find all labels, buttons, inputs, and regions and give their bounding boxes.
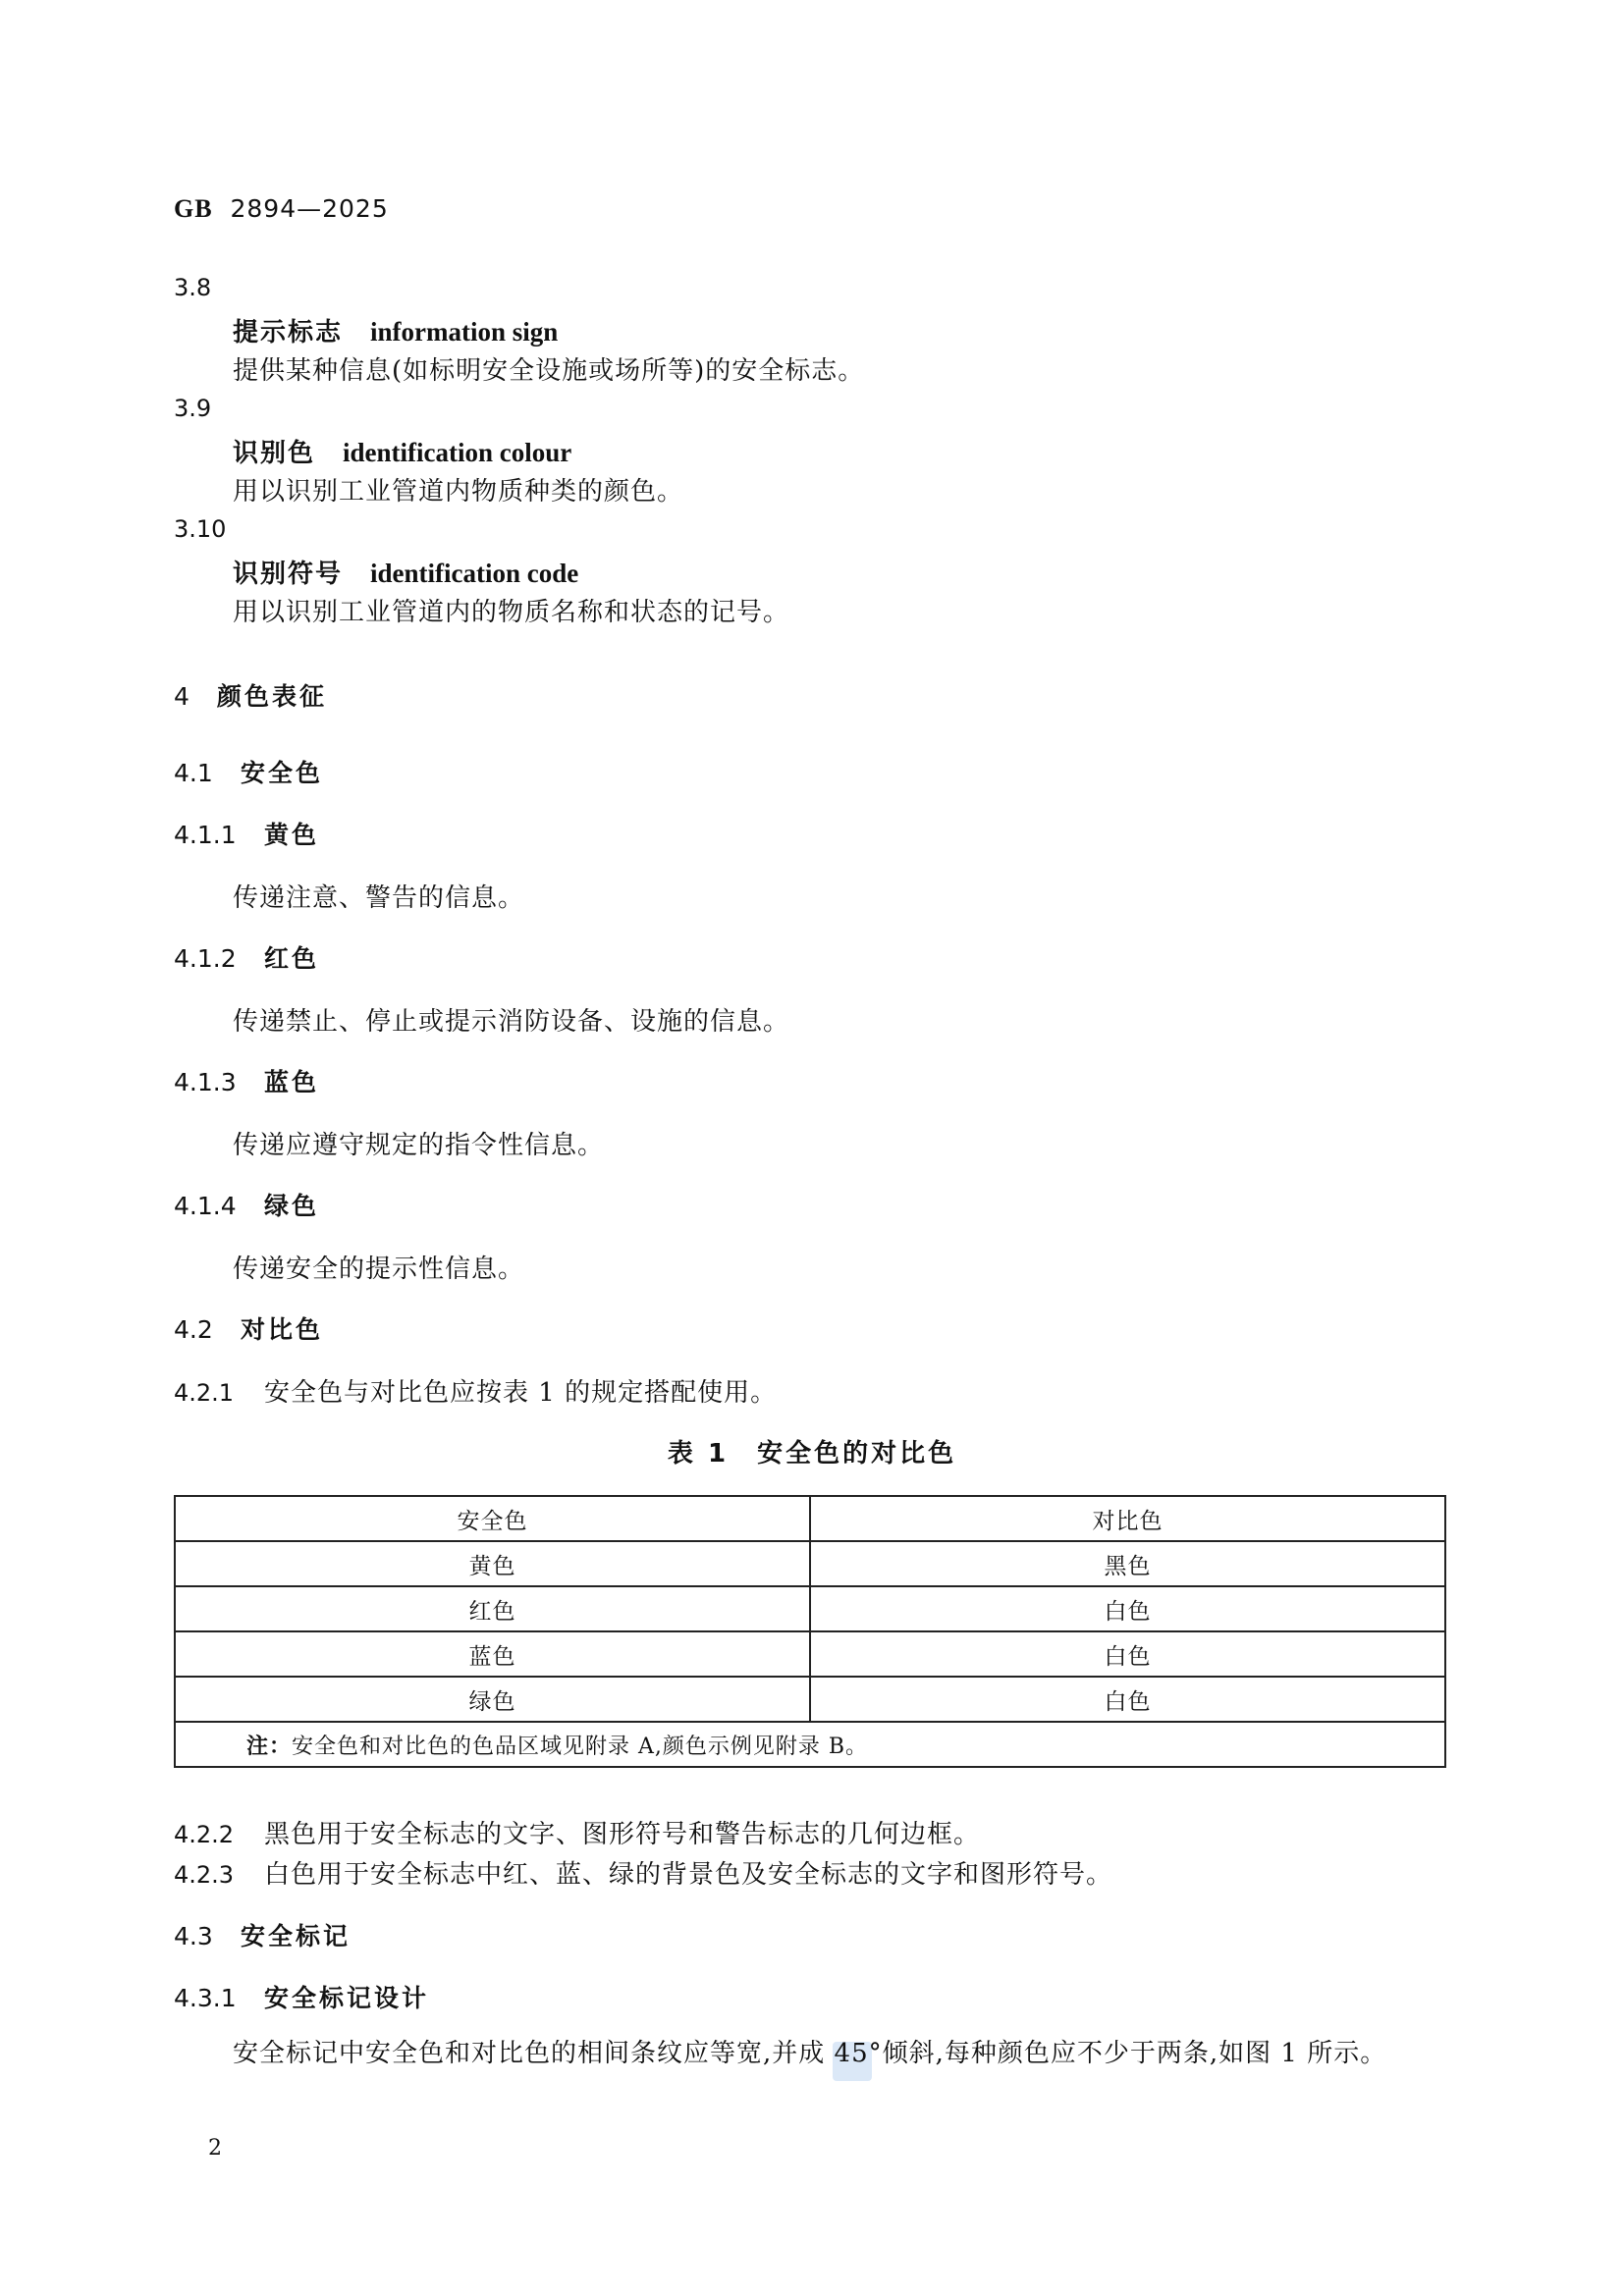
section-4-heading (174, 677, 327, 713)
clause-4-2-3 (174, 1854, 1112, 1891)
section-title: 安全标记 (241, 1922, 352, 1950)
table-cell: 白色 (810, 1586, 1445, 1631)
section-4-1-4-heading (174, 1187, 319, 1222)
section-4-3-heading (174, 1917, 351, 1952)
section-number: 4.3 (174, 1922, 213, 1950)
term-heading (233, 312, 558, 348)
table-cell: 绿色 (175, 1677, 810, 1722)
standard-prefix: GB (174, 194, 213, 223)
table-cell: 蓝色 (175, 1631, 810, 1677)
term-heading (233, 433, 571, 469)
table-row (175, 1677, 1445, 1722)
table-caption: 表 1 安全色的对比色 (667, 1439, 957, 1468)
section-4-1-3-text: 传递应遵守规定的指令性信息。 (233, 1131, 605, 1160)
section-title: 红色 (264, 944, 320, 973)
section-4-1-1-heading (174, 816, 319, 851)
section-number: 4.3.1 (174, 1984, 237, 2012)
table-note-label: 注： (246, 1734, 293, 1759)
clause-text: 白色用于安全标志中红、蓝、绿的背景色及安全标志的文字和图形符号。 (264, 1860, 1113, 1890)
clause-4-2-2 (174, 1814, 980, 1850)
section-title: 颜色表征 (217, 682, 328, 711)
term-name-zh: 识别符号 (233, 560, 344, 589)
section-4-1-2-text: 传递禁止、停止或提示消防设备、设施的信息。 (233, 1007, 790, 1037)
section-title: 黄色 (264, 821, 320, 849)
section-number: 4.1.4 (174, 1192, 237, 1220)
term-definition: 用以识别工业管道内物质种类的颜色。 (233, 477, 684, 507)
clause-number: 4.2.2 (174, 1821, 235, 1848)
clause-number: 4.2.1 (174, 1379, 235, 1407)
standard-number: 2894—2025 (230, 194, 389, 223)
term-name-en: identification colour (343, 438, 572, 467)
table-row (175, 1541, 1445, 1586)
table-note-text: 安全色和对比色的色品区域见附录 A,颜色示例见附录 B。 (292, 1734, 869, 1759)
section-number: 4.1.2 (174, 944, 237, 973)
section-number: 4.1.3 (174, 1068, 237, 1096)
page-number: 2 (208, 2136, 222, 2161)
section-4-2-heading (174, 1310, 323, 1346)
section-number: 4 (174, 682, 189, 711)
table-cell: 白色 (810, 1677, 1445, 1722)
section-number: 4.1 (174, 759, 213, 787)
section-4-1-1-text: 传递注意、警告的信息。 (233, 883, 525, 913)
section-4-1-2-heading (174, 939, 319, 975)
table-cell: 白色 (810, 1631, 1445, 1677)
table-row (175, 1631, 1445, 1677)
table-header-cell: 安全色 (175, 1496, 810, 1541)
contrast-color-table (174, 1495, 1446, 1768)
section-4-1-4-text: 传递安全的提示性信息。 (233, 1255, 525, 1284)
section-4-1-heading (174, 754, 323, 789)
clause-text: 黑色用于安全标志的文字、图形符号和警告标志的几何边框。 (264, 1820, 981, 1849)
term-definition: 提供某种信息(如标明安全设施或场所等)的安全标志。 (233, 356, 865, 386)
section-title: 绿色 (264, 1192, 320, 1220)
section-4-3-1-text: 安全标记中安全色和对比色的相间条纹应等宽,并成 45°倾斜,每种颜色应不少于两条,如图 1 所示。 (233, 2039, 1387, 2068)
section-title: 安全色 (241, 759, 324, 787)
standard-code (174, 194, 389, 224)
section-4-3-1-heading (174, 1979, 429, 2014)
table-cell: 黑色 (810, 1541, 1445, 1586)
term-definition: 用以识别工业管道内的物质名称和状态的记号。 (233, 598, 790, 627)
table-note-row (175, 1722, 1445, 1767)
clause-4-2-1 (174, 1372, 777, 1409)
section-title: 安全标记设计 (264, 1984, 430, 2012)
table-header-cell: 对比色 (810, 1496, 1445, 1541)
table-row (175, 1586, 1445, 1631)
section-title: 对比色 (241, 1315, 324, 1344)
table-cell: 黄色 (175, 1541, 810, 1586)
clause-number: 4.2.3 (174, 1861, 235, 1889)
section-title: 蓝色 (264, 1068, 320, 1096)
term-heading (233, 554, 578, 590)
table-header-row (175, 1496, 1445, 1541)
table-cell: 红色 (175, 1586, 810, 1631)
section-number: 4.1.1 (174, 821, 237, 849)
term-name-en: identification code (370, 559, 579, 588)
term-name-en: information sign (370, 317, 559, 347)
table-note (175, 1722, 1445, 1767)
clause-text: 安全色与对比色应按表 1 的规定搭配使用。 (264, 1378, 778, 1408)
section-number: 4.2 (174, 1315, 213, 1344)
term-number: 3.9 (174, 395, 212, 422)
section-4-1-3-heading (174, 1063, 319, 1098)
term-name-zh: 提示标志 (233, 318, 344, 347)
term-number: 3.10 (174, 515, 227, 543)
term-number: 3.8 (174, 274, 212, 301)
term-name-zh: 识别色 (233, 439, 316, 468)
